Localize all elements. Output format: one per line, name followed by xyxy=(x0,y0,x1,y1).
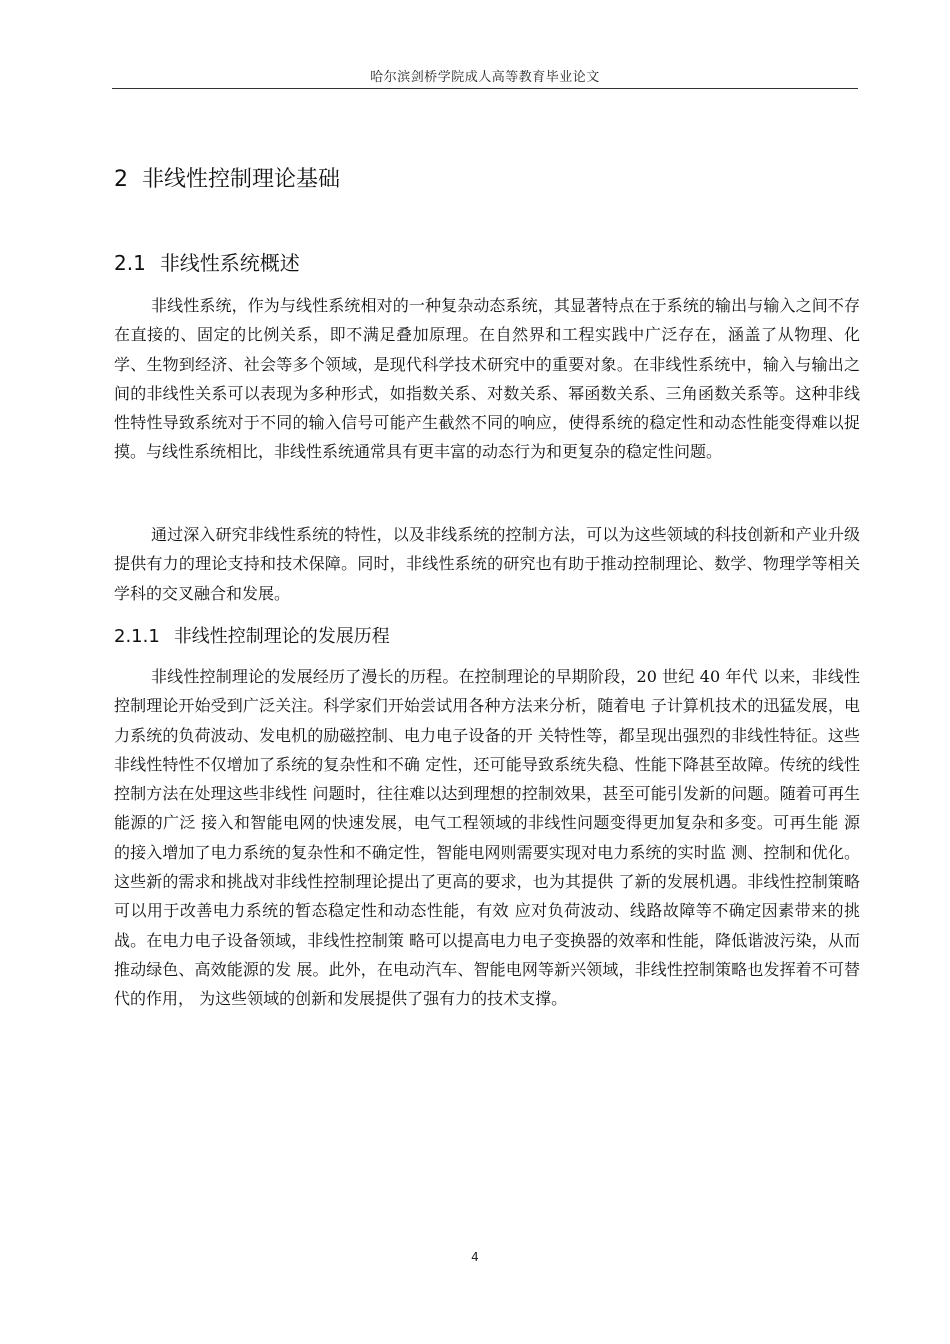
chapter-title: 非线性控制理论基础 xyxy=(142,167,341,192)
section-title: 非线性系统概述 xyxy=(159,251,300,275)
subsection-paragraph-1: 非线性控制理论的发展经历了漫长的历程。在控制理论的早期阶段，20 世纪 40 年代 以来，非线性控制理论开始受到广泛关注。科学家们开始尝试用各种方法来分析，随着电 子计算机技术的迅猛发展，电力系统的负荷波动、发电机的励磁控制、电力电子设备的开 关特性等，都呈现出强烈的非线性特征。这些非线性特性不仅增加了系统的复杂性和不确 定性，还可能导致系统失稳、性能下降甚至故障。传统的线性控制方法在处理这些非线性 问题时，往往难以达到理想的控制效果，甚至可能引发新的问题。随着可再生能源的广泛 接入和智能电网的快速发展，电气工程领域的非线性问题变得更加复杂和多变。可再生能 源的接入增加了电力系统的复杂性和不确定性，智能电网则需要实现对电力系统的实时监 测、控制和优化。这些新的需求和挑战对非线性控制理论提出了更高的要求，也为其提供 了新的发展机遇。非线性控制策略可以用于改善电力系统的暂态稳定性和动态性能，有效 应对负荷波动、线路故障等不确定因素带来的挑战。在电力电子设备领域，非线性控制策 略可以提高电力电子变换器的效率和性能，降低谐波污染，从而推动绿色、高效能源的发 展。此外，在电动汽车、智能电网等新兴领域，非线性控制策略也发挥着不可替代的作用， 为这些领域的创新和发展提供了强有力的技术支撑。 xyxy=(114,667,860,1009)
section-paragraph-2: 通过深入研究非线性系统的特性，以及非线系统的控制方法，可以为这些领域的科技创新和产业升级提供有力的理论支持和技术保障。同时，非线性系统的研究也有助于推动控制理论、数学、物理学等相关学科的交叉融合和发展。 xyxy=(114,525,860,603)
page-header: 哈尔滨剑桥学院成人高等教育毕业论文 xyxy=(370,70,600,85)
section-heading xyxy=(114,247,300,276)
subsection-title: 非线性控制理论的发展历程 xyxy=(173,626,390,647)
subsection-heading xyxy=(114,622,390,648)
section-paragraph-1: 非线性系统，作为与线性系统相对的一种复杂动态系统，其显著特点在于系统的输出与输入之间不存在直接的、固定的比例关系，即不满足叠加原理。在自然界和工程实践中广泛存在，涵盖了从物理、化学、生物到经济、社会等多个领域，是现代科学技术研究中的重要对象。在非线性系统中，输入与输出之间的非线性关系可以表现为多种形式，如指数关系、对数关系、幂函数关系、三角函数关系等。这种非线性特性导致系统对于不同的输入信号可能产生截然不同的响应，使得系统的稳定性和动态性能变得难以捉摸。与线性系统相比，非线性系统通常具有更丰富的动态行为和更复杂的稳定性问题。 xyxy=(114,296,860,462)
page-number: 4 xyxy=(471,1250,479,1264)
chapter-heading xyxy=(114,162,340,193)
header-rule xyxy=(112,88,858,89)
subsection-number: 2.1.1 xyxy=(114,626,160,647)
section-number: 2.1 xyxy=(114,251,146,275)
chapter-number: 2 xyxy=(114,167,128,192)
